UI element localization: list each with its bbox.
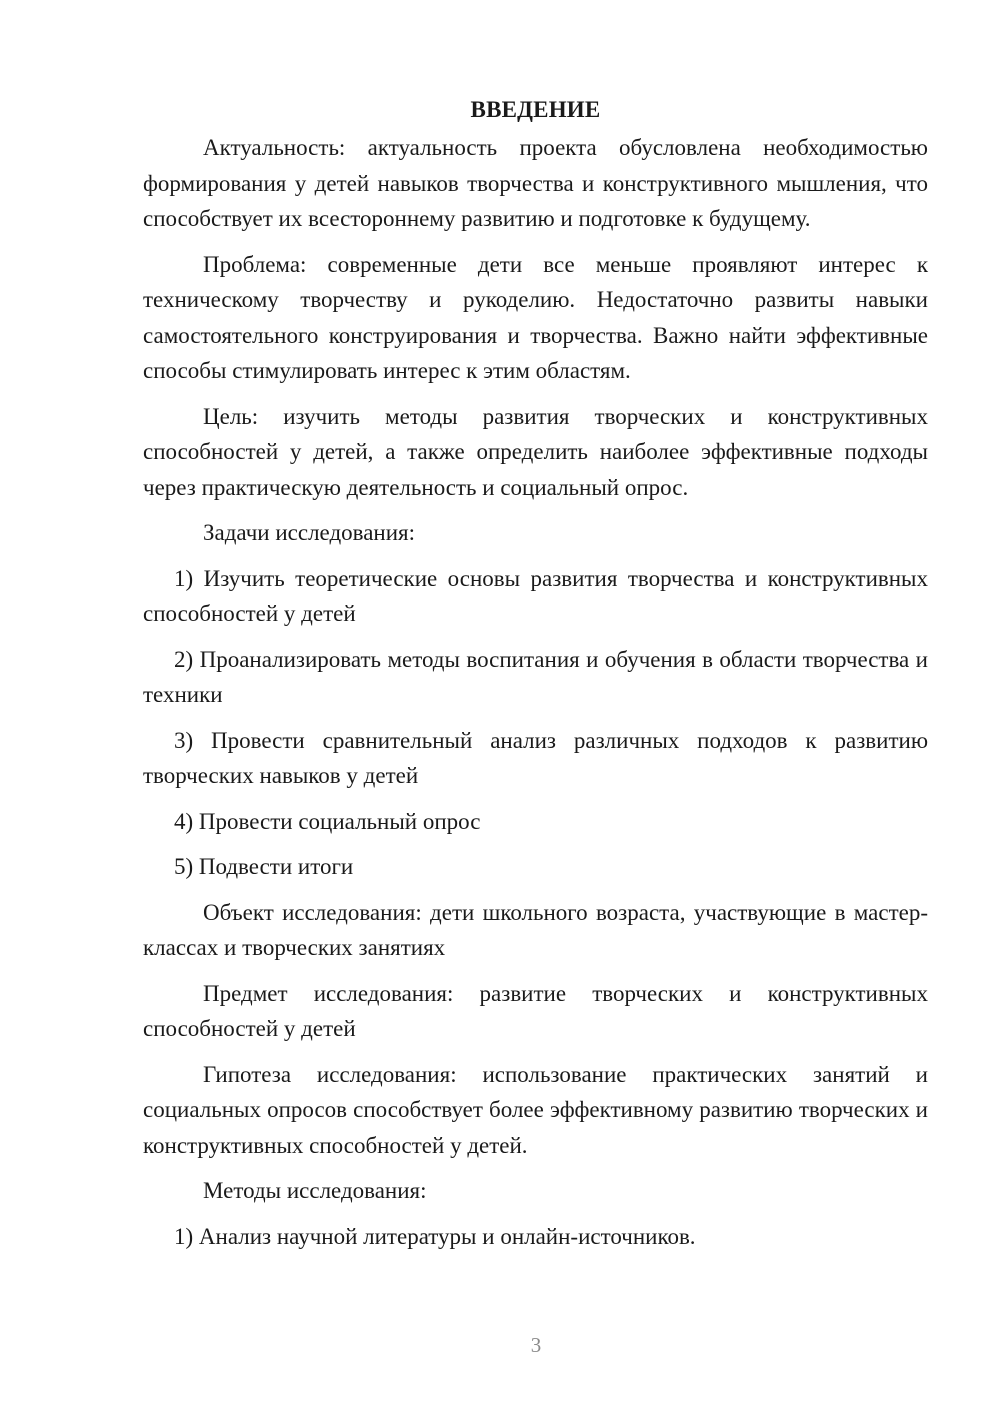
paragraph-problem: Проблема: современные дети все меньше проявляют интерес к техническому творчеству и рукоделию. Недостаточно развиты навыки самостоятельного конструирования и творчества. Важно найти эффективные способы стимулировать интерес к этим областям. [143,251,928,383]
task-item: 1) Изучить теоретические основы развития творчества и конструктивных способностей у детей [143,565,928,626]
page-content [143,92,928,1264]
paragraph-tasks-title: Задачи исследования: [203,520,416,545]
paragraph-hypothesis: Гипотеза исследования: использование практических занятий и социальных опросов способствует более эффективному развитию творческих и конструктивных способностей у детей. [143,1061,928,1158]
section-heading: ВВЕДЕНИЕ [470,97,601,122]
paragraph-methods-title: Методы исследования: [203,1178,427,1203]
task-item: 2) Проанализировать методы воспитания и обучения в области творчества и техники [143,646,928,707]
paragraph-subject: Предмет исследования: развитие творческих и конструктивных способностей у детей [143,980,928,1041]
method-item: 1) Анализ научной литературы и онлайн-источников. [174,1223,696,1249]
task-item: 3) Провести сравнительный анализ различных подходов к развитию творческих навыков у детей [143,727,928,788]
task-item: 5) Подвести итоги [174,854,354,879]
page-number: 3 [530,1333,542,1357]
paragraph-object: Объект исследования: дети школьного возраста, участвующие в мастер-классах и творческих занятиях [143,899,928,960]
paragraph-relevance: Актуальность: актуальность проекта обусловлена необходимостью формирования у детей навыков творчества и конструктивного мышления, что способствует их всестороннему развитию и подготовке к будущему. [143,135,928,231]
paragraph-goal: Цель: изучить методы развития творческих и конструктивных способностей у детей, а также определить наиболее эффективные подходы через практическую деятельность и социальный опрос. [143,403,928,500]
task-item: 4) Провести социальный опрос [174,808,481,834]
